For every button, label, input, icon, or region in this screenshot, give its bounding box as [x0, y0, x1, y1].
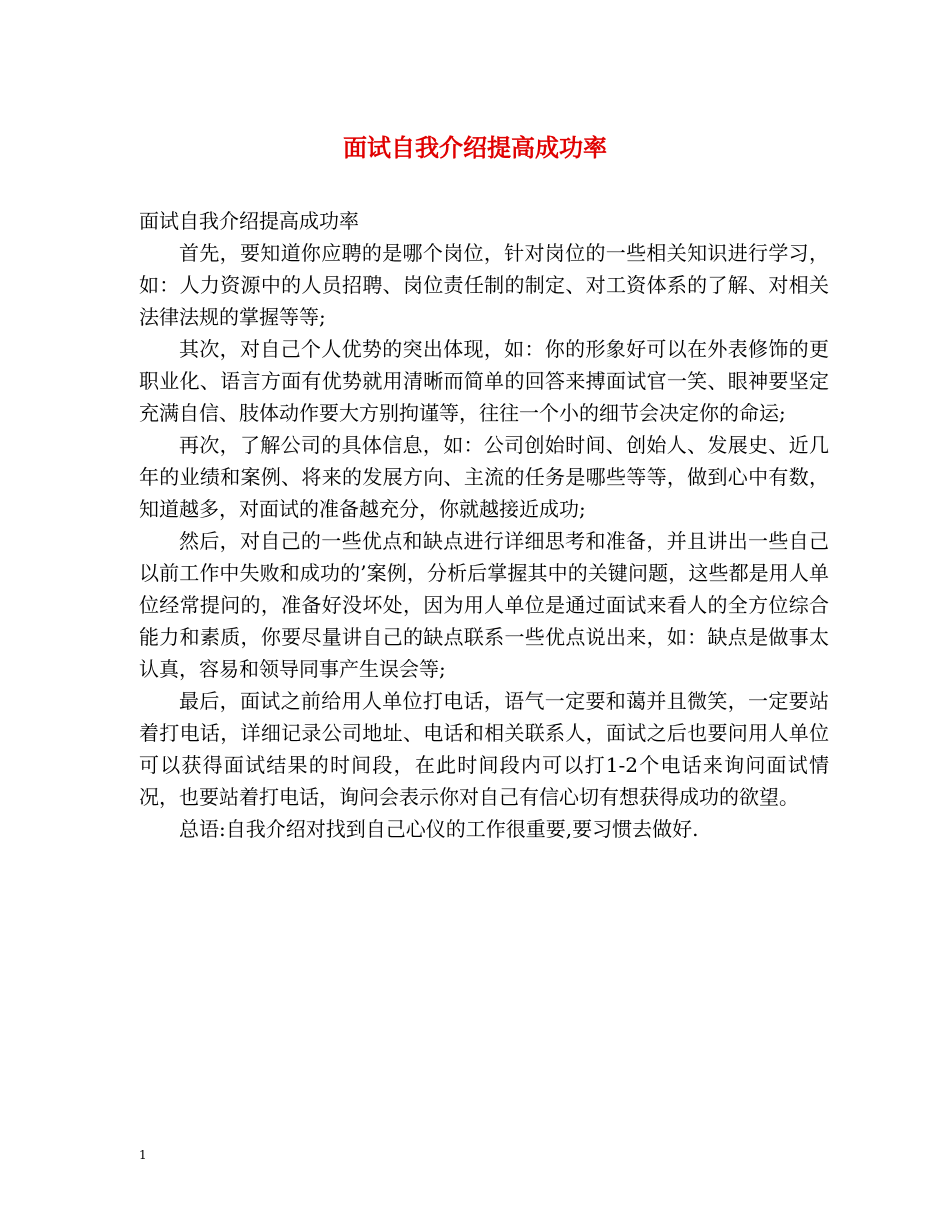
- paragraph-3: 再次，了解公司的具体信息，如：公司创始时间、创始人、发展史、近几年的业绩和案例、将来的发展方向、主流的任务是哪些等等，做到心中有数，知道越多，对面试的准备越充分，你就越接近成功;: [139, 433, 829, 521]
- paragraph-5: 最后，面试之前给用人单位打电话，语气一定要和蔼并且微笑，一定要站着打电话，详细记录公司地址、电话和相关联系人，面试之后也要问用人单位可以获得面试结果的时间段，在此时间段内可以打1-2个电话来询问面试情况，也要站着打电话，询问会表示你对自己有信心切有想获得成功的欲望。: [139, 689, 829, 809]
- paragraph-1: 首先，要知道你应聘的是哪个岗位，针对岗位的一些相关知识进行学习，如：人力资源中的人员招聘、岗位责任制的制定、对工资体系的了解、对相关法律法规的掌握等等;: [139, 241, 829, 329]
- document-subtitle: 面试自我介绍提高成功率: [139, 209, 359, 233]
- paragraph-4: 然后，对自己的一些优点和缺点进行详细思考和准备，并且讲出一些自己以前工作中失败和成功的’案例，分析后掌握其中的关键问题，这些都是用人单位经常提问的，准备好没坏处，因为用人单位是通过面试来看人的全方位综合能力和素质，你要尽量讲自己的缺点联系一些优点说出来，如：缺点是做事太认真，容易和领导同事产生误会等;: [139, 529, 829, 681]
- paragraph-2: 其次，对自己个人优势的突出体现，如：你的形象好可以在外表修饰的更职业化、语言方面有优势就用清晰而简单的回答来搏面试官一笑、眼神要坚定充满自信、肢体动作要大方别拘谨等，往往一个小的细节会决定你的命运;: [139, 337, 829, 425]
- document-title: 面试自我介绍提高成功率: [343, 133, 607, 162]
- page-number: 1: [139, 1148, 147, 1162]
- document-body: [139, 205, 829, 845]
- paragraph-6: 总语:自我介绍对找到自己心仪的工作很重要,要习惯去做好.: [179, 817, 699, 841]
